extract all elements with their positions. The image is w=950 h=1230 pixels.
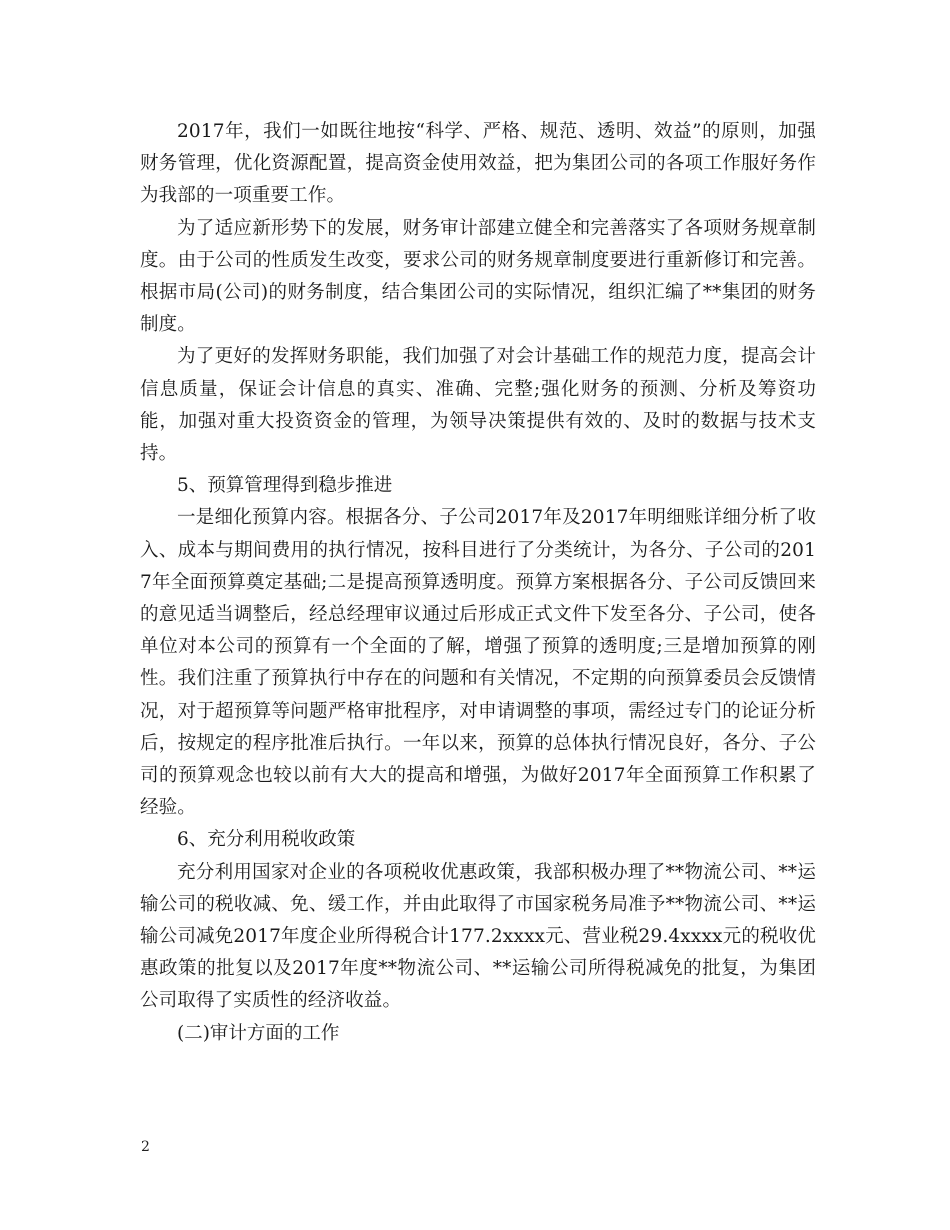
paragraph-financial-rules: 为了适应新形势下的发展，财务审计部建立健全和完善落实了各项财务规章制度。由于公司的性质发生改变，要求公司的财务规章制度要进行重新修订和完善。根据市局(公司)的财务制度，结合集团公司的实际情况，组织汇编了**集团的财务制度。 — [140, 217, 816, 336]
paragraph-budget-management: 一是细化预算内容。根据各分、子公司2017年及2017年明细账详细分析了收入、成本与期间费用的执行情况，按科目进行了分类统计，为各分、子公司的2017年全面预算奠定基础;二是提高预算透明度。预算方案根据各分、子公司反馈回来的意见适当调整后，经总经理审议通过后形成正式文件下发至各分、子公司，使各单位对本公司的预算有一个全面的了解，增强了预算的透明度;三是增加预算的刚性。我们注重了预算执行中存在的问题和有关情况，不定期的向预算委员会反馈情况，对于超预算等问题严格审批程序，对申请调整的事项，需经过专门的论证分析后，按规定的程序批准后执行。一年以来，预算的总体执行情况良好，各分、子公司的预算观念也较以前有大大的提高和增强，为做好2017年全面预算工作积累了经验。 — [140, 507, 816, 819]
paragraph-tax-policy: 充分利用国家对企业的各项税收优惠政策，我部积极办理了**物流公司、**运输公司的税收减、免、缓工作，并由此取得了市国家税务局准予**物流公司、**运输公司减免2017年度企业所得税合计177.2xxxx元、营业税29.4xxxx元的税收优惠政策的批复以及2017年度**物流公司、**运输公司所得税减免的批复，为集团公司取得了实质性的经济收益。 — [140, 861, 816, 1012]
section-heading-budget: 5、预算管理得到稳步推进 — [177, 475, 393, 497]
paragraph-financial-principles: 2017年，我们一如既往地按“科学、严格、规范、透明、效益”的原则，加强财务管理，优化资源配置，提高资金使用效益，把为集团公司的各项工作服好务作为我部的一项重要工作。 — [140, 121, 816, 207]
section-heading-audit: (二)审计方面的工作 — [177, 1022, 340, 1044]
document-body — [140, 116, 816, 1050]
section-heading-tax: 6、充分利用税收政策 — [177, 829, 356, 851]
paragraph-accounting-quality: 为了更好的发挥财务职能，我们加强了对会计基础工作的规范力度，提高会计信息质量，保证会计信息的真实、准确、完整;强化财务的预测、分析及筹资功能，加强对重大投资资金的管理，为领导决策提供有效的、及时的数据与技术支持。 — [140, 346, 816, 465]
page-number: 2 — [141, 1139, 150, 1155]
